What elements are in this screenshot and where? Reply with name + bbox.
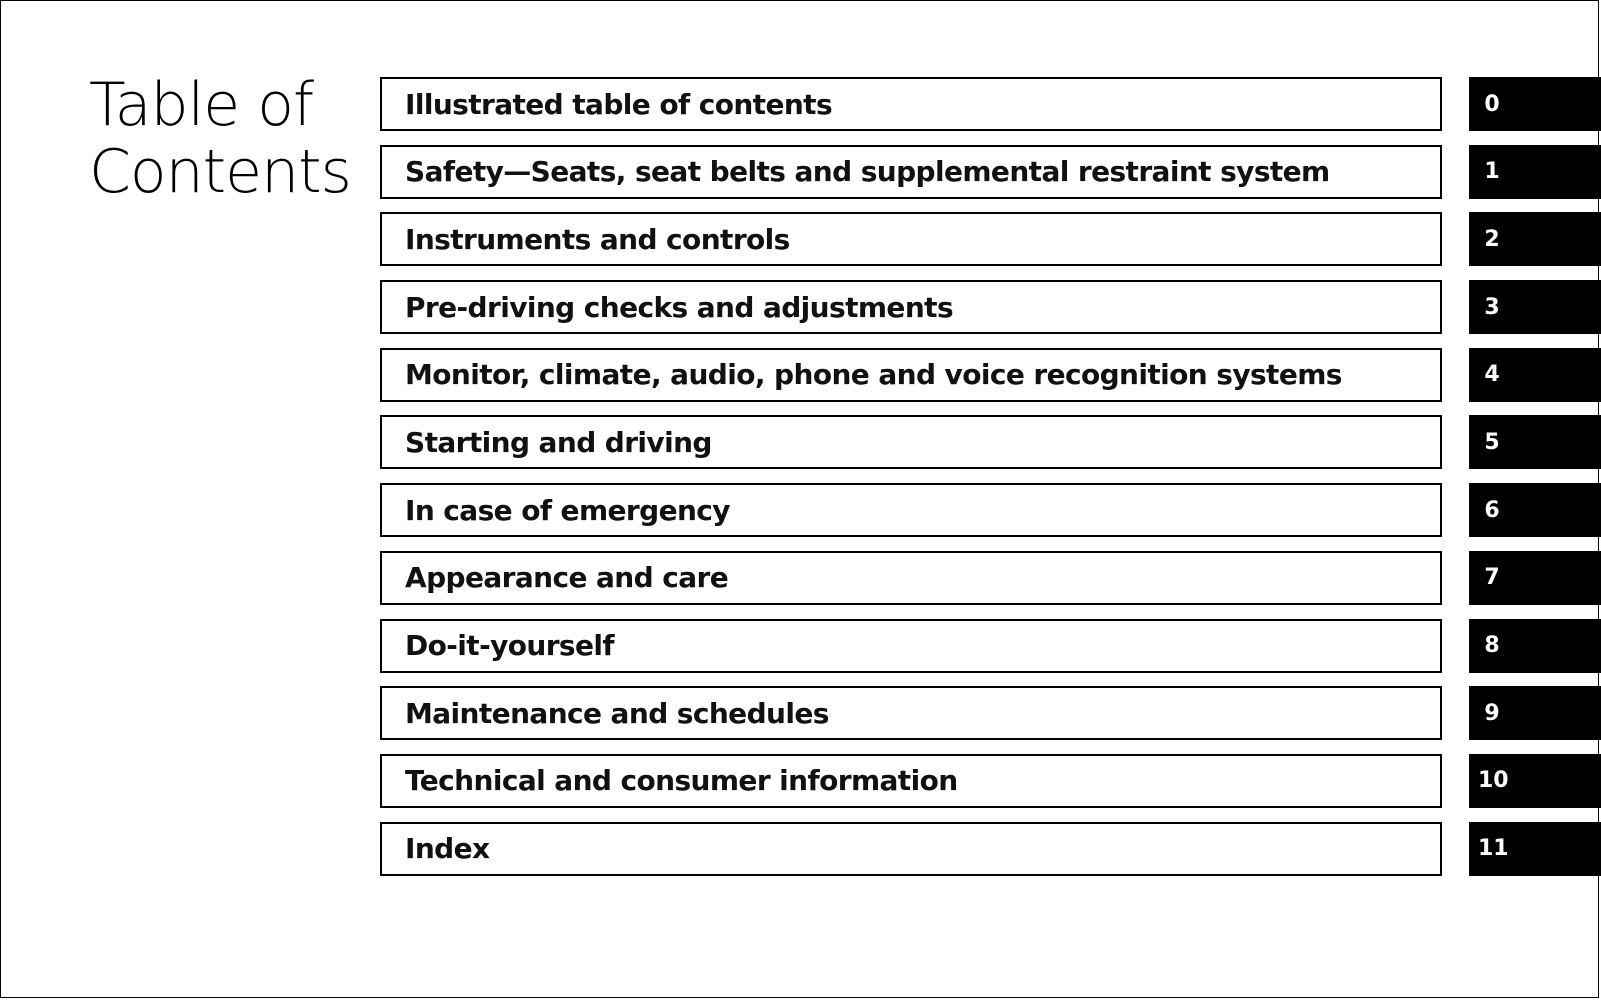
- toc-item-9[interactable]: [380, 686, 1442, 740]
- toc-row-8: [380, 619, 1601, 673]
- toc-item-label: Do-it-yourself: [405, 629, 614, 662]
- toc-item-11[interactable]: [380, 822, 1442, 876]
- toc-item-label: Safety—Seats, seat belts and supplemental restraint system: [405, 155, 1330, 189]
- section-tab-8[interactable]: [1469, 619, 1601, 673]
- toc-row-0: [380, 77, 1601, 131]
- toc-item-label: Maintenance and schedules: [405, 696, 829, 730]
- page-title-line-1: Table of: [89, 70, 314, 140]
- toc-item-label: Monitor, climate, audio, phone and voice recognition systems: [405, 358, 1342, 392]
- section-tab-0[interactable]: [1469, 77, 1601, 131]
- section-tab-5[interactable]: [1469, 415, 1601, 469]
- toc-row-11: [380, 822, 1601, 876]
- toc-item-2[interactable]: [380, 212, 1442, 266]
- section-tab-4[interactable]: [1469, 348, 1601, 402]
- page-title: [89, 72, 379, 206]
- section-tab-number: 2: [1484, 226, 1500, 252]
- toc-row-7: [380, 551, 1601, 605]
- section-tab-7[interactable]: [1469, 551, 1601, 605]
- section-tab-number: 5: [1484, 429, 1500, 455]
- toc-item-8[interactable]: [380, 619, 1442, 673]
- toc-item-3[interactable]: [380, 280, 1442, 334]
- section-tab-number: 0: [1484, 91, 1500, 117]
- toc-list: [380, 77, 1601, 889]
- toc-item-label: In case of emergency: [405, 493, 730, 527]
- toc-item-5[interactable]: [380, 415, 1442, 469]
- toc-item-label: Pre-driving checks and adjustments: [405, 290, 954, 324]
- toc-item-1[interactable]: [380, 145, 1442, 199]
- toc-item-10[interactable]: [380, 754, 1442, 808]
- toc-row-6: [380, 483, 1601, 537]
- toc-row-2: [380, 212, 1601, 266]
- section-tab-1[interactable]: [1469, 145, 1601, 199]
- section-tab-6[interactable]: [1469, 483, 1601, 537]
- toc-item-6[interactable]: [380, 483, 1442, 537]
- toc-row-9: [380, 686, 1601, 740]
- section-tab-number: 1: [1484, 159, 1500, 185]
- toc-row-5: [380, 415, 1601, 469]
- toc-row-10: [380, 754, 1601, 808]
- toc-item-0[interactable]: [380, 77, 1442, 131]
- toc-item-label: Technical and consumer information: [405, 764, 958, 798]
- section-tab-number: 3: [1484, 294, 1500, 320]
- toc-item-label: Instruments and controls: [405, 222, 790, 256]
- section-tab-number: 7: [1484, 565, 1500, 591]
- section-tab-9[interactable]: [1469, 686, 1601, 740]
- section-tab-3[interactable]: [1469, 280, 1601, 334]
- toc-row-4: [380, 348, 1601, 402]
- section-tab-11[interactable]: [1469, 822, 1601, 876]
- toc-row-1: [380, 145, 1601, 199]
- section-tab-number: 4: [1484, 362, 1500, 388]
- toc-item-label: Starting and driving: [405, 425, 712, 459]
- section-tab-number: 9: [1484, 700, 1500, 726]
- toc-item-label: Illustrated table of contents: [405, 87, 833, 121]
- toc-row-3: [380, 280, 1601, 334]
- section-tab-2[interactable]: [1469, 212, 1601, 266]
- toc-item-label: Appearance and care: [405, 561, 729, 595]
- toc-item-label: Index: [405, 832, 490, 866]
- toc-item-7[interactable]: [380, 551, 1442, 605]
- page-title-line-2: Contents: [89, 137, 351, 207]
- section-tab-number: 10: [1478, 768, 1509, 794]
- section-tab-number: 6: [1484, 497, 1500, 523]
- section-tab-10[interactable]: [1469, 754, 1601, 808]
- section-tab-number: 11: [1478, 836, 1509, 862]
- toc-item-4[interactable]: [380, 348, 1442, 402]
- section-tab-number: 8: [1484, 633, 1500, 658]
